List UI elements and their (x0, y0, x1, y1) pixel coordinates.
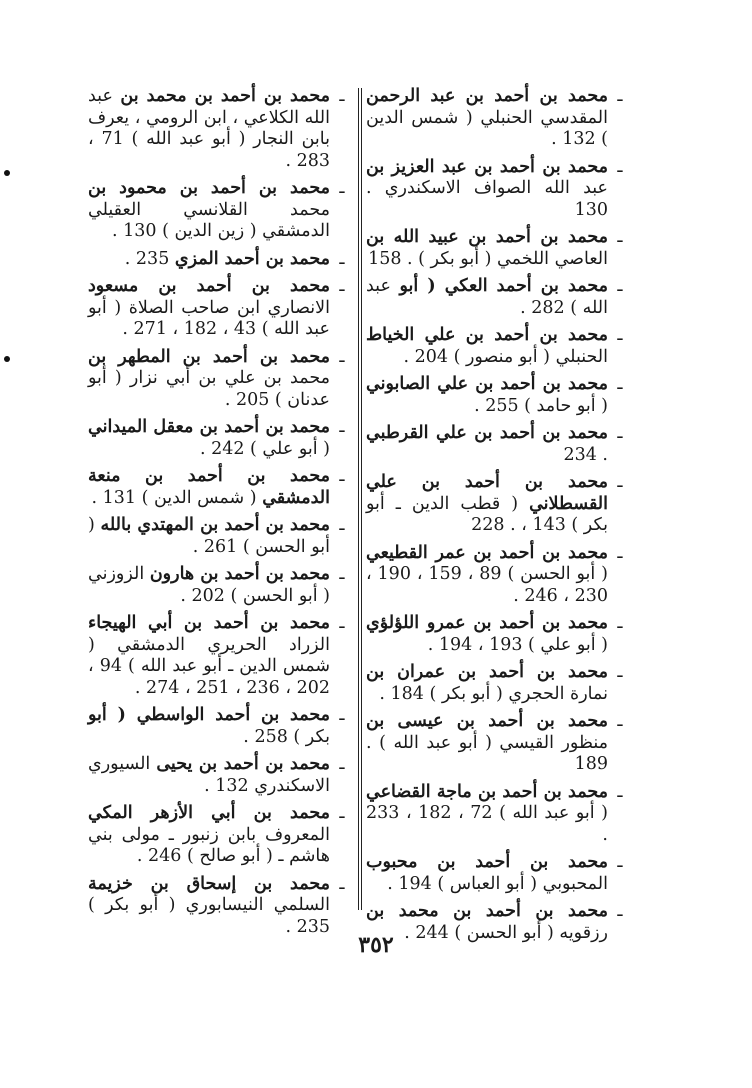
entry-name: محمد بن أحمد بن محمد بن (120, 86, 330, 106)
entry-dash: ـ (339, 178, 345, 198)
entry-text: ( أبو عبد الله ) 72 ، 182 ، 233 . (366, 803, 608, 845)
index-entry (366, 782, 628, 847)
entry-dash: ـ (617, 325, 623, 345)
entry-dash: ـ (339, 515, 345, 535)
entry-name: محمد بن أحمد بن عبد الرحمن (366, 86, 608, 106)
entry-dash: ـ (617, 662, 623, 682)
entry-name: محمد بن إسحاق بن خزيمة (88, 873, 330, 894)
index-entry (88, 613, 350, 699)
entry-name: محمد بن أحمد بن محمود بن (88, 178, 330, 198)
entry-text: عبد الله الصواف الاسكندري . 130 (366, 178, 608, 220)
entry-name: محمد بن أحمد بن علي القرطبي (366, 423, 608, 443)
entry-text: العاصي اللخمي ( أبو بكر ) . 158 (368, 248, 608, 269)
index-entry (366, 423, 628, 466)
entry-text: نمارة الحجري ( أبو بكر ) 184 . (379, 683, 608, 704)
entry-text: ( شمس الدين ) 131 . (91, 487, 257, 508)
index-column-right (366, 86, 628, 950)
entry-text: عبد الله ) 282 . (366, 276, 608, 318)
entry-name: محمد بن أحمد بن مسعود (88, 276, 330, 296)
margin-dot (4, 170, 10, 176)
entry-text: المعروف بابن زنبور ـ مولى بني هاشم ـ ( أبو صالح ) 246 . (88, 824, 330, 866)
entry-text: محمد بن علي بن أبي نزار ( أبو عدنان ) 205 . (88, 368, 330, 410)
entry-name: محمد بن أحمد بن المهتدي بالله (100, 515, 330, 535)
entry-name: محمد بن أحمد بن محبوب (366, 852, 608, 872)
index-entry (366, 711, 628, 776)
index-column-left (88, 86, 350, 944)
margin-dot (4, 356, 10, 362)
entry-name: محمد بن أحمد بن عمران بن (366, 662, 608, 682)
index-entry (88, 564, 350, 607)
entry-dash: ـ (339, 873, 345, 894)
entry-text: ( أبو علي ) 242 . (199, 438, 330, 459)
entry-name: محمد بن أحمد بن عمرو اللؤلؤي (366, 613, 608, 633)
entry-dash: ـ (617, 156, 623, 177)
entry-text: الزراد الحريري الدمشقي ( شمس الدين ـ أبو عبد الله ) 94 ، 202 ، 236 ، 251 ، 274 . (88, 634, 330, 698)
entry-name: محمد بن أحمد بن عمر القطيعي (366, 542, 608, 563)
entry-text: المحبوبي ( أبو العباس ) 194 . (387, 873, 608, 894)
index-entry (88, 178, 350, 243)
entry-dash: ـ (617, 86, 623, 106)
entry-text: منظور القيسي ( أبو عبد الله ) . 189 (366, 732, 608, 774)
entry-name: محمد بن أحمد بن ماجة القضاعي (366, 781, 608, 802)
index-entry (366, 157, 628, 222)
entry-text: ( أبو علي ) 193 ، 194 . (427, 634, 608, 655)
entry-dash: ـ (339, 417, 345, 437)
entry-text: محمد القلانسي العقيلي الدمشقي ( زين الدين ) 130 . (88, 199, 330, 241)
entry-text: ( أبو الحسن ) 261 . (88, 515, 330, 557)
column-divider (358, 88, 359, 910)
entry-text: . 234 (563, 444, 608, 465)
entry-name: محمد بن أحمد بن المطهر بن (88, 346, 330, 367)
entry-name: محمد بن أحمد بن عيسى بن (366, 711, 608, 731)
entry-dash: ـ (617, 374, 623, 394)
entry-text: ( قطب الدين ـ أبو بكر ) 143 ، . 228 (366, 493, 608, 535)
index-entry (366, 276, 628, 319)
page-number: ٣٥٢ (358, 932, 394, 958)
index-entry (88, 276, 350, 341)
index-entry (88, 515, 350, 558)
column-divider (361, 88, 362, 910)
index-entry (88, 249, 350, 271)
entry-dash: ـ (339, 346, 345, 367)
entry-name: محمد بن أبي الأزهر المكي (88, 803, 330, 823)
entry-name: محمد بن أحمد بن علي الصابوني (366, 374, 608, 394)
entry-dash: ـ (339, 705, 345, 725)
entry-text: الانصاري ابن صاحب الصلاة ( أبو عبد الله ) 43 ، 182 ، 271 . (88, 297, 330, 339)
index-entry (88, 874, 350, 939)
entry-name: محمد بن أحمد بن هارون (149, 564, 330, 584)
entry-dash: ـ (339, 466, 345, 486)
entry-text: ( أبو حامد ) 255 . (474, 395, 608, 416)
entry-dash: ـ (617, 711, 623, 731)
entry-dash: ـ (617, 613, 623, 633)
entry-text: 235 . (124, 248, 170, 269)
entry-dash: ـ (339, 248, 345, 269)
index-entry (88, 705, 350, 748)
entry-text: السيوري الاسكندري 132 . (88, 754, 330, 796)
entry-dash: ـ (339, 564, 345, 584)
entry-name: محمد بن أحمد بن علي القسطلاني (366, 472, 608, 514)
entry-text: ( أبو الحسن ) 89 ، 159 ، 190 ، 230 ، 246 . (366, 564, 608, 606)
entry-name: محمد بن أحمد بن معقل الميداني (88, 417, 330, 437)
entry-name: محمد بن أحمد المزي (174, 248, 330, 269)
index-entry (366, 325, 628, 368)
entry-text: الزوزني ( أبو الحسن ) 202 . (88, 564, 330, 606)
entry-text: المقدسي الحنبلي ( شمس الدين ) 132 . (366, 107, 608, 149)
entry-name: محمد بن أحمد بن علي الخياط (366, 325, 608, 345)
entry-dash: ـ (339, 86, 345, 106)
entry-dash: ـ (617, 472, 623, 492)
entry-dash: ـ (617, 781, 623, 802)
entry-dash: ـ (617, 901, 623, 921)
index-entry (366, 86, 628, 151)
entry-dash: ـ (339, 803, 345, 823)
index-entry (88, 466, 350, 509)
entry-name: محمد بن أحمد بن عبد العزيز بن (366, 156, 608, 177)
entry-name: محمد بن أحمد بن عبيد الله بن (366, 227, 608, 247)
index-entry (366, 662, 628, 705)
entry-name: محمد بن أحمد العكي ( أبو (399, 276, 608, 296)
entry-text: رزقويه ( أبو الحسن ) 244 . (404, 922, 608, 943)
entry-text: بكر ) 258 . (243, 726, 330, 747)
entry-dash: ـ (339, 613, 345, 633)
index-entry (366, 852, 628, 895)
index-entry (88, 347, 350, 412)
index-entry (88, 417, 350, 460)
entry-dash: ـ (617, 423, 623, 443)
index-entry (366, 374, 628, 417)
entry-dash: ـ (617, 852, 623, 872)
entry-dash: ـ (339, 754, 345, 774)
entry-text: عبد الله الكلاعي ، ابن الرومي ، يعرف بابن النجار ( أبو عبد الله ) 71 ، 283 . (88, 86, 330, 171)
index-entry (366, 613, 628, 656)
index-entry (88, 86, 350, 172)
entry-dash: ـ (617, 542, 623, 563)
index-entry (88, 754, 350, 797)
entry-dash: ـ (617, 276, 623, 296)
entry-name: محمد بن أحمد بن يحيى (156, 754, 330, 774)
index-entry (366, 543, 628, 608)
index-entry (366, 472, 628, 537)
entry-dash: ـ (339, 276, 345, 296)
entry-name: محمد بن أحمد الواسطي ( أبو (88, 705, 330, 725)
entry-name: محمد بن أحمد بن أبي الهيجاء (88, 613, 330, 633)
entry-dash: ـ (617, 227, 623, 247)
index-entry (366, 227, 628, 270)
entry-text: السلمي النيسابوري ( أبو بكر ) 235 . (88, 895, 330, 937)
index-entry (88, 803, 350, 868)
entry-text: الحنبلي ( أبو منصور ) 204 . (403, 346, 608, 367)
entry-name: محمد بن أحمد بن محمد بن (366, 901, 608, 921)
entry-name: محمد بن أحمد بن منعة الدمشقي (88, 466, 330, 508)
